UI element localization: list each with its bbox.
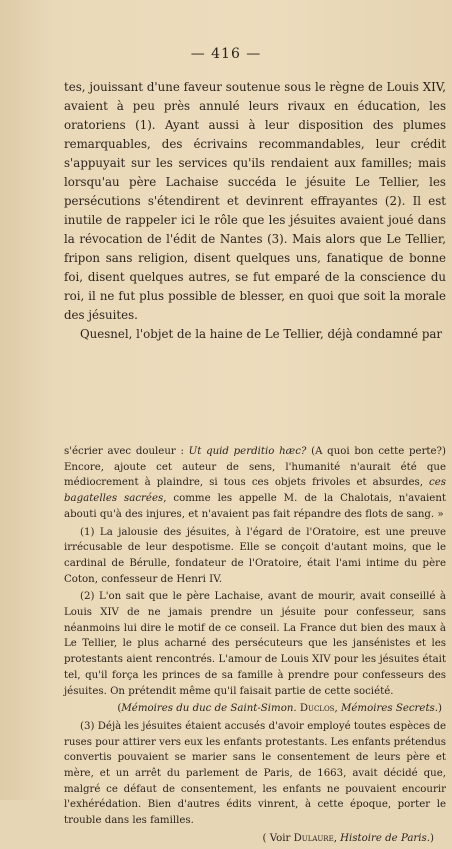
note-text: (A quoi bon cette perte?) Encore, ajoute cet auteur de sens, l'humanité n'aurait été que médiocrement à plaindre, si tous ces objets frivoles et absurdes,: [64, 446, 446, 489]
quoted-phrase: ces bagatelles sacrées: [64, 477, 446, 505]
latin-quote: Ut quid perditio hæc?: [188, 446, 307, 457]
main-text: [64, 78, 446, 344]
source-work: Histoire de Paris: [340, 832, 427, 844]
footnote-continuation: [64, 444, 446, 523]
footnote-2-source: (Mémoires du duc de Saint-Simon. Duclos, Mémoires Secrets.): [117, 703, 442, 715]
main-paragraph: tes, jouissant d'une faveur soutenue sous le règne de Louis XIV, avaient à peu près annulé leurs rivaux en éducation, les oratoriens (1). Ayant aussi à leur disposition des plumes remarquables, des écrivains recommandables, leur crédit s'appuyait sur les services qu'ils rendaient aux familles; mais lorsqu'au père Lachaise succéda le jésuite Le Tellier, les persécutions s'étendirent et devinrent effrayantes (2). Il est inutile de rappeler ici le rôle que les jésuites avaient joué dans la révocation de l'édit de Nantes (3). Mais alors que Le Tellier, fripon sans religion, disent quelques uns, fanatique de bonne foi, disent quelques autres, se fut emparé de la conscience du roi, il ne fut plus possible de blesser, en quoi que soit la morale des jésuites.: [64, 80, 446, 322]
footnote-2: (2) L'on sait que le père Lachaise, avant de mourir, avait conseillé à Louis XIV de ne jamais prendre un jésuite pour confesseur, sans néanmoins lui dire le motif de ce conseil. La France dut bien des maux à Le Tellier, le plus acharné des persécuteurs que les jansénistes et les protestants aient rencontrés. L'amour de Louis XIV pour les jésuites était tel, qu'il força les princes de sa famille à prendre pour confesseurs des jésuites. On prétendit même qu'il faisait partie de cette société.: [64, 591, 446, 697]
page-number: — 416 —: [190, 46, 262, 62]
source-author: Dulaure: [293, 832, 334, 844]
note-text: , comme les appelle M. de la Chalotais, n'avaient abouti qu'à des injures, et n'avaient pas fait répandre des flots de sang. »: [64, 493, 446, 520]
note-text: s'écrier avec douleur :: [64, 446, 189, 457]
source-work: Mémoires du duc de Saint-Simon: [121, 703, 294, 715]
source-author: Duclos: [299, 703, 335, 715]
main-paragraph: Quesnel, l'objet de la haine de Le Tellier, déjà condamné par: [80, 327, 443, 341]
source-work: Mémoires Secrets: [340, 703, 435, 715]
footnote-3: (3) Déjà les jésuites étaient accusés d'avoir employé toutes espèces de ruses pour attirer vers eux les enfants protestants. Les enfants prétendus convertis pouvaient se marier sans le consentement de leurs père et mère, et un arrêt du parlement de Paris, de 1663, avait décidé que, malgré ce défaut de consentement, les enfants ne pouvaient encourir l'exhérédation. Bien d'autres édits vinrent, à cette époque, porter le trouble dans les familles.: [64, 720, 446, 827]
footnote-1: (1) La jalousie des jésuites, à l'égard de l'Oratoire, est une preuve irrécusable de leur despotisme. Elle se conçoit d'autant moins, que le cardinal de Bérulle, fondateur de l'Oratoire, était l'ami intime du père Coton, confesseur de Henri IV.: [64, 526, 446, 585]
footnote-3-source: ( Voir Dulaure, Histoire de Paris.): [262, 832, 434, 844]
footnotes: [64, 444, 446, 849]
